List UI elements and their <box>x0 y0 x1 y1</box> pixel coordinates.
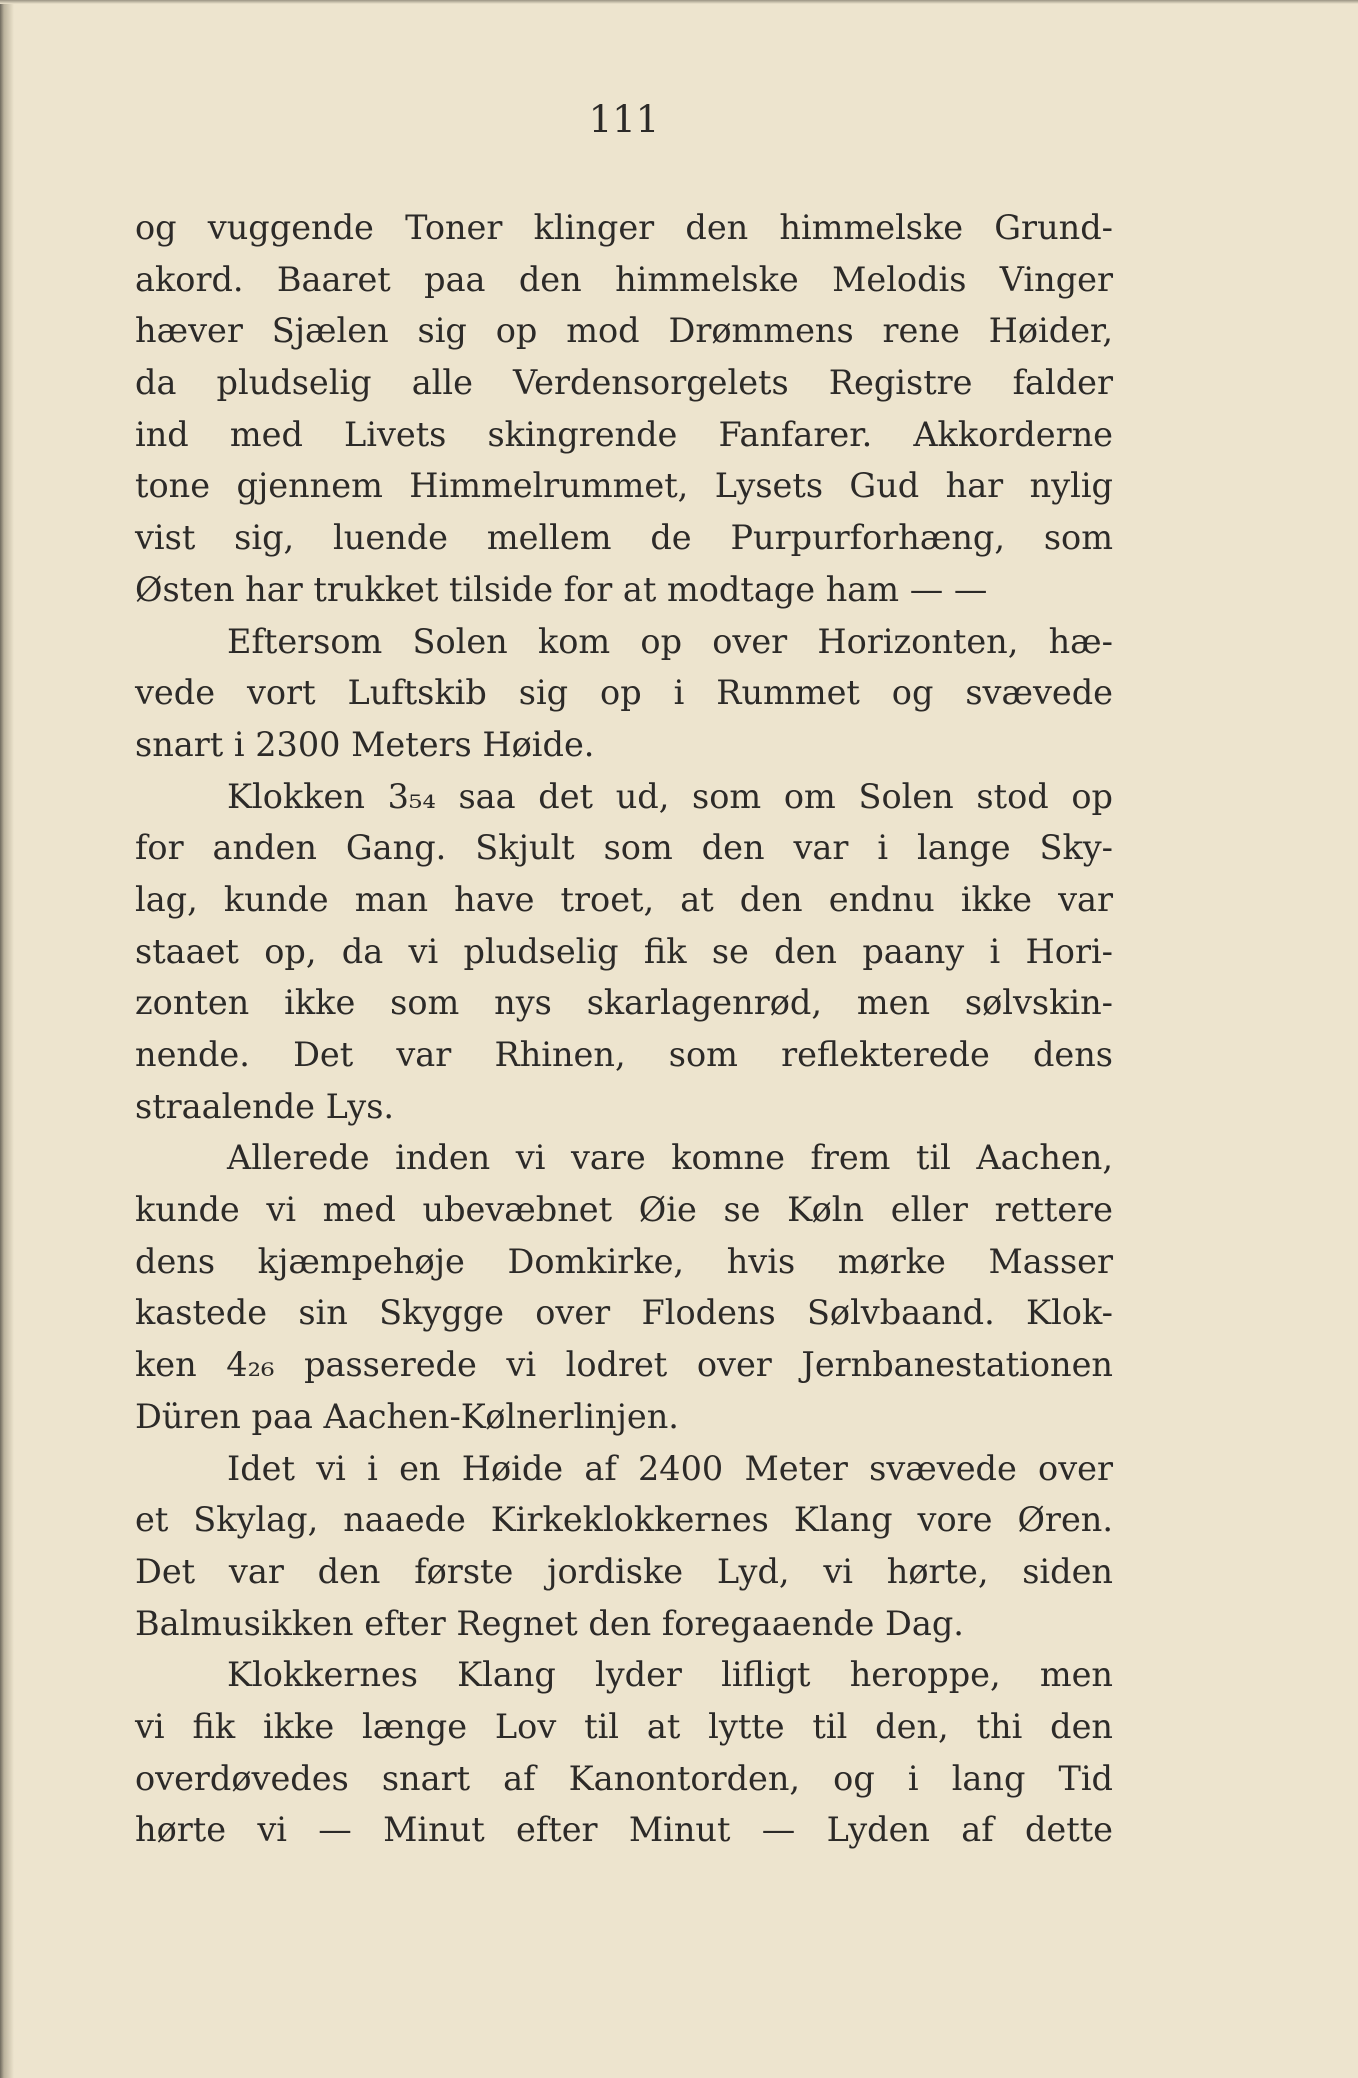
text-line: hæver Sjælen sig op mod Drømmens rene Høider, <box>135 311 1113 351</box>
text-line: nende. Det var Rhinen, som reflekterede dens <box>135 1035 1113 1074</box>
text-line: vi fik ikke længe Lov til at lytte til den, thi den <box>135 1706 1113 1746</box>
text-line: staaet op, da vi pludselig fik se den paany i Hori- <box>135 931 1113 971</box>
text-line: akord. Baaret paa den himmelske Melodis Vinger <box>135 259 1113 299</box>
text-line: da pludselig alle Verdensorgelets Registre falder <box>135 363 1113 403</box>
text-line: Østen har trukket tilside for at modtage ham — — <box>135 569 988 609</box>
text-line: et Skylag, naaede Kirkeklokkernes Klang vore Øren. <box>135 1500 1113 1540</box>
text-line: tone gjennem Himmelrummet, Lysets Gud har nylig <box>135 466 1113 506</box>
text-line: zonten ikke som nys skarlagenrød, men sølvskin- <box>135 983 1113 1023</box>
text-line: dens kjæmpehøje Domkirke, hvis mørke Masser <box>135 1241 1113 1281</box>
page-top-edge <box>0 0 1358 4</box>
page-binding-edge <box>0 0 14 2078</box>
text-line: og vuggende Toner klinger den himmelske Grund- <box>135 208 1113 247</box>
text-line: Düren paa Aachen-Kølnerlinjen. <box>135 1396 679 1436</box>
text-line: kunde vi med ubevæbnet Øie se Køln eller rettere <box>135 1190 1113 1230</box>
text-line: Klokkernes Klang lyder lifligt heroppe, men <box>227 1655 1113 1695</box>
text-line: hørte vi — Minut efter Minut — Lyden af dette <box>135 1810 1113 1850</box>
text-line: Klokken 3₅₄ saa det ud, som om Solen stod op <box>227 776 1113 816</box>
body-text <box>135 202 1113 1856</box>
text-line: kastede sin Skygge over Flodens Sølvbaand. Klok- <box>135 1293 1113 1333</box>
text-line: for anden Gang. Skjult som den var i lange Sky- <box>135 828 1113 868</box>
text-line: straalende Lys. <box>135 1086 395 1126</box>
text-line: ind med Livets skingrende Fanfarer. Akkorderne <box>135 414 1113 454</box>
text-line: vist sig, luende mellem de Purpurforhæng, som <box>135 518 1113 558</box>
text-line: Det var den første jordiske Lyd, vi hørte, siden <box>135 1551 1113 1591</box>
text-line: ken 4₂₆ passerede vi lodret over Jernbanestationen <box>135 1345 1113 1385</box>
text-line: vede vort Luftskib sig op i Rummet og svævede <box>135 673 1113 713</box>
text-line: Eftersom Solen kom op over Horizonten, hæ- <box>227 621 1113 661</box>
text-line: Balmusikken efter Regnet den foregaaende Dag. <box>135 1603 964 1643</box>
page-number: 111 <box>588 98 660 141</box>
text-line: Idet vi i en Høide af 2400 Meter svævede over <box>227 1448 1113 1488</box>
text-line: Allerede inden vi vare komne frem til Aachen, <box>227 1138 1113 1178</box>
text-line: overdøvedes snart af Kanontorden, og i lang Tid <box>135 1758 1113 1798</box>
text-line: snart i 2300 Meters Høide. <box>135 724 595 764</box>
text-line: lag, kunde man have troet, at den endnu ikke var <box>135 879 1113 919</box>
